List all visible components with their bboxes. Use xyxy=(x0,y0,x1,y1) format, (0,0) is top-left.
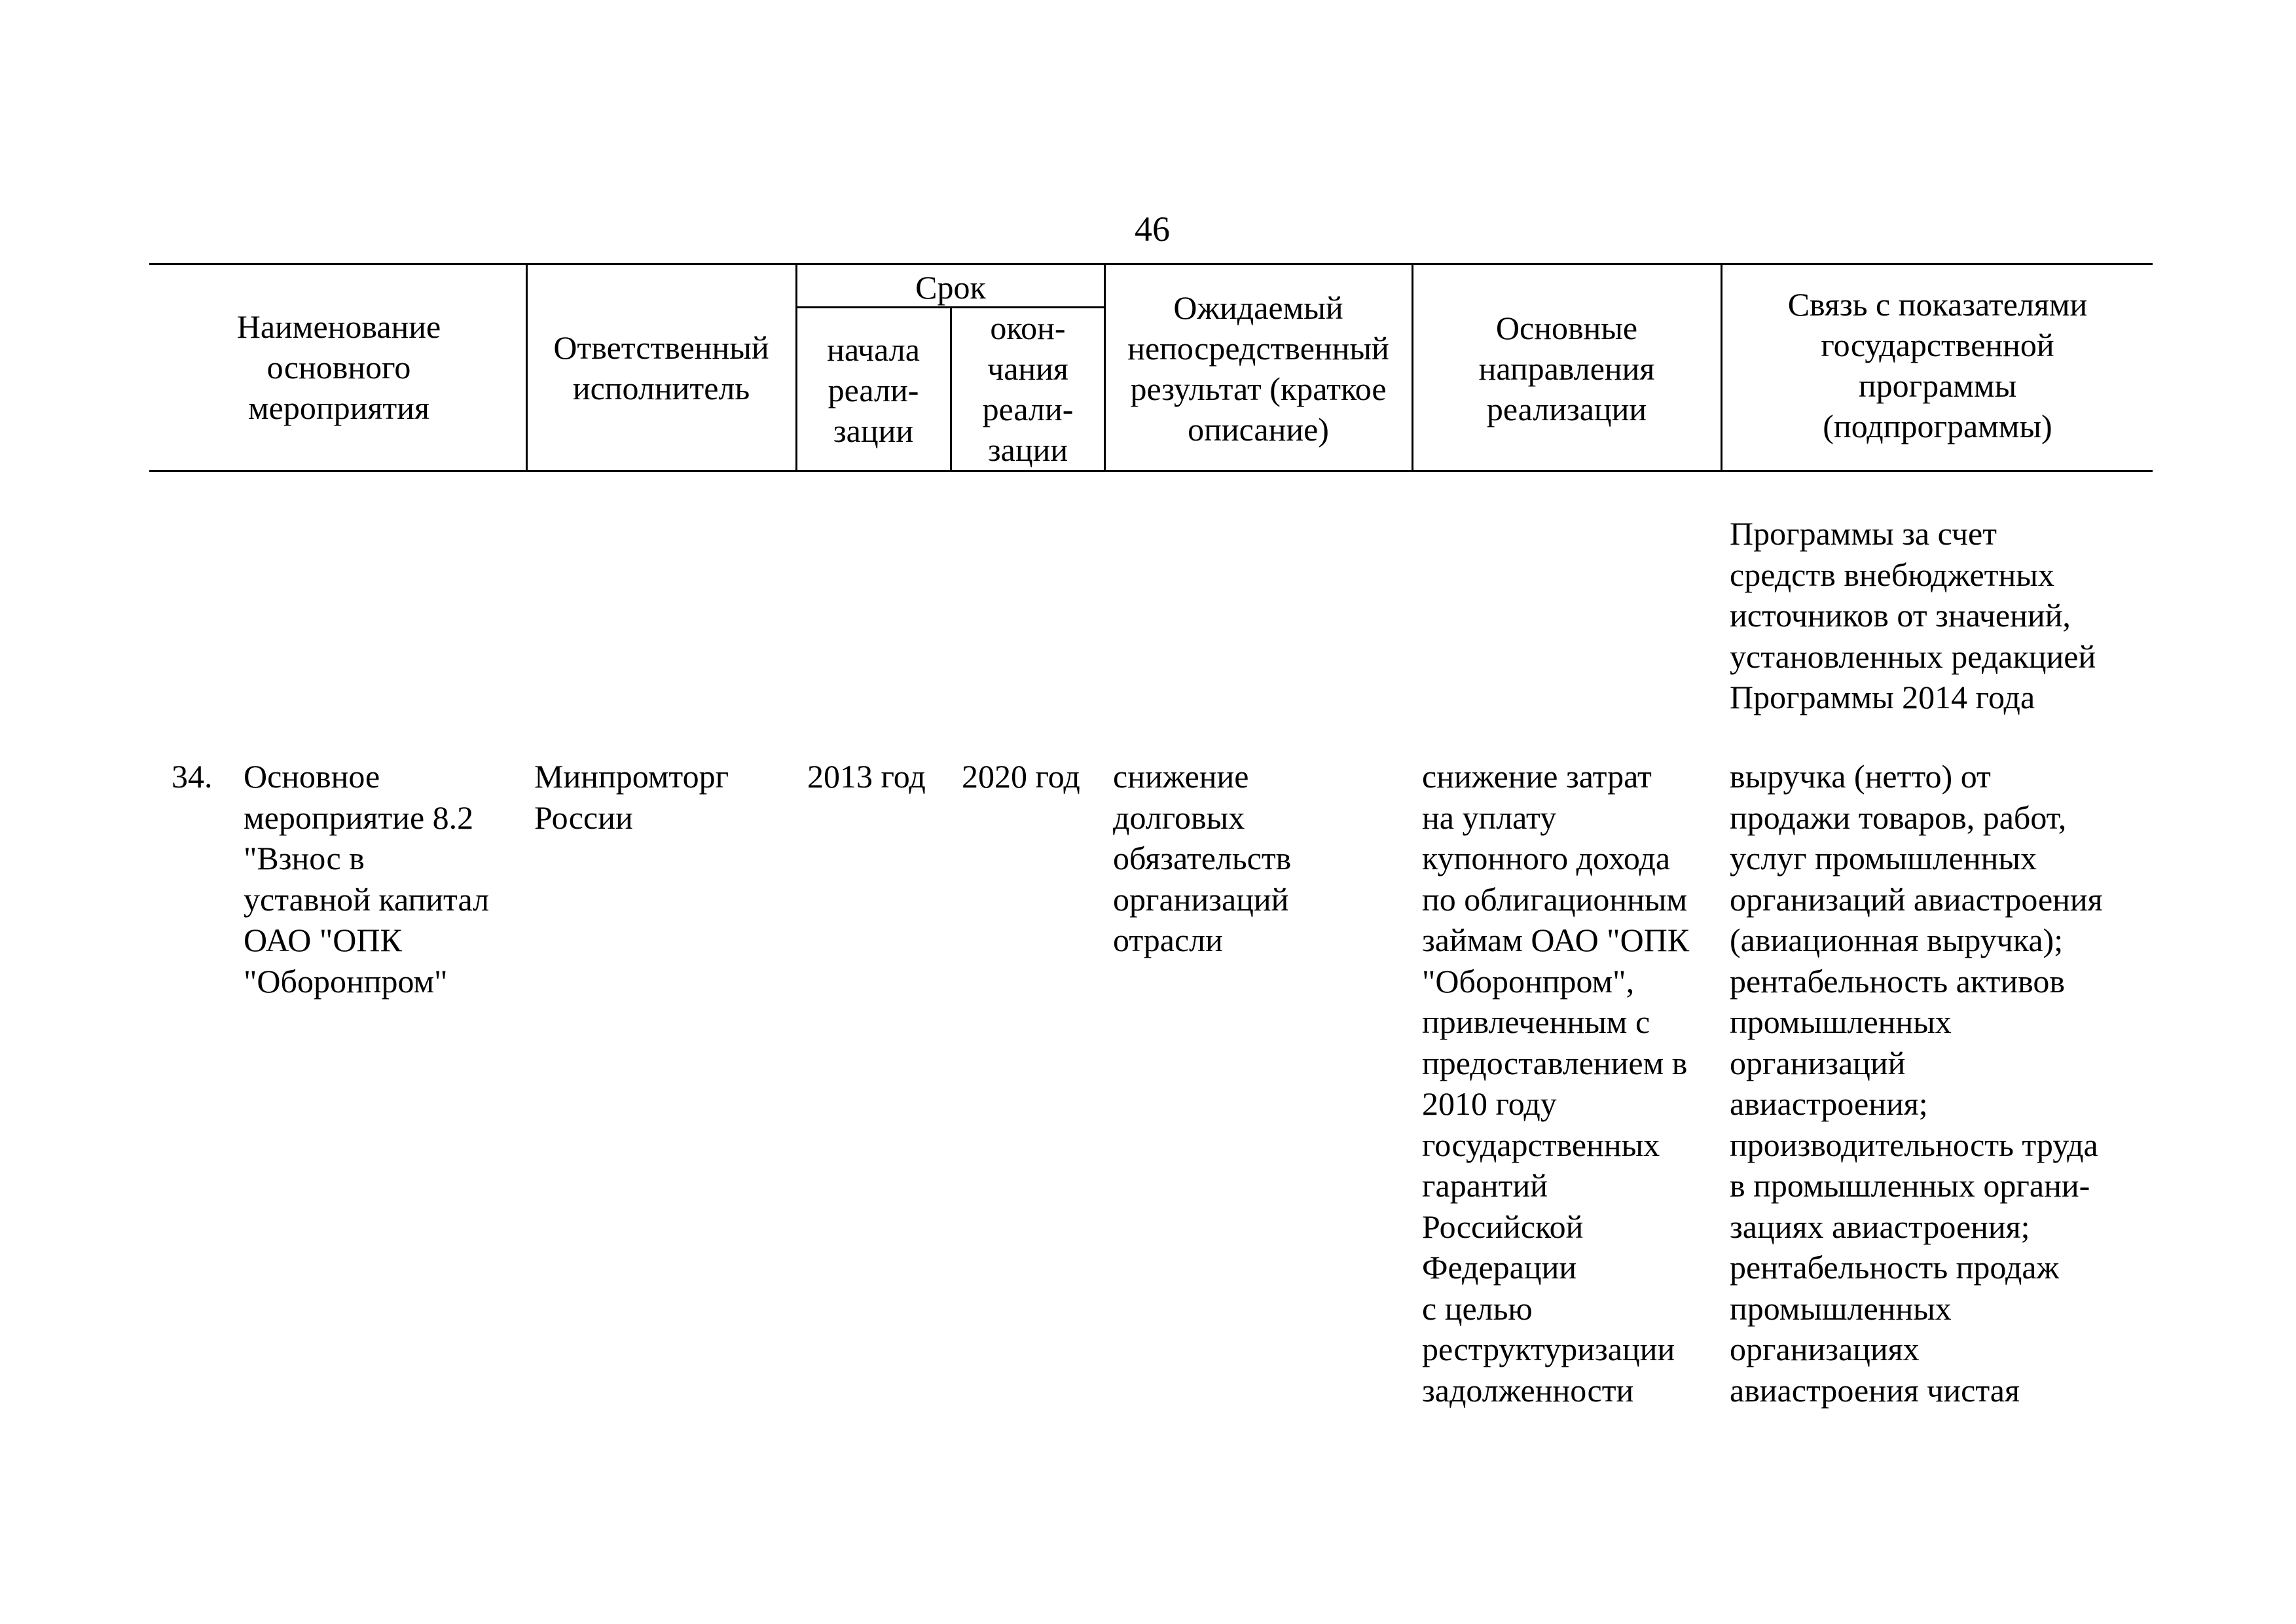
table-top-rule xyxy=(149,263,2153,265)
page-number: 46 xyxy=(1135,209,1170,249)
row-end: 2020 год xyxy=(962,758,1080,795)
row-link: выручка (нетто) от продажи товаров, работ, услуг промышленных организаций авиастроения (авиационная выручка); рентабельность активов промышленных организаций авиастроения; производительность труда в промышленных органи- зациях авиастроения; рентабельность продаж промышленных организациях авиастроения чистая xyxy=(1730,758,2103,1409)
row-executor: Минпромторг России xyxy=(534,758,729,836)
row-result: снижение долговых обязательств организаций отрасли xyxy=(1113,758,1292,958)
header-term-end: окон- чания реали- зации xyxy=(982,310,1074,468)
table-header-bottom-rule xyxy=(149,470,2153,472)
header-directions: Основные направления реализации xyxy=(1478,310,1655,427)
header-term: Срок xyxy=(915,269,986,306)
row-name: Основное мероприятие 8.2 "Взнос в уставной капитал ОАО "ОПК "Оборонпром" xyxy=(244,758,490,1000)
row-directions: снижение затрат на уплату купонного дохода по облигационным займам ОАО "ОПК "Оборонпром", привлеченным с предоставлением в 2010 году государственных гарантий Российской Федерации с целью реструктуризации задолженности xyxy=(1422,758,1690,1409)
header-link: Связь с показателями государственной программы (подпрограммы) xyxy=(1787,286,2088,444)
header-result: Ожидаемый непосредственный результат (краткое описание) xyxy=(1127,289,1389,448)
row-number: 34. xyxy=(172,758,213,795)
continuation-link-text: Программы за счет средств внебюджетных источников от значений, установленных редакцией Программы 2014 года xyxy=(1730,515,2096,715)
header-executor: Ответственный исполнитель xyxy=(553,329,769,406)
header-name: Наименование основного мероприятия xyxy=(236,308,441,426)
row-start: 2013 год xyxy=(807,758,926,795)
header-term-start: начала реали- зации xyxy=(827,331,920,449)
